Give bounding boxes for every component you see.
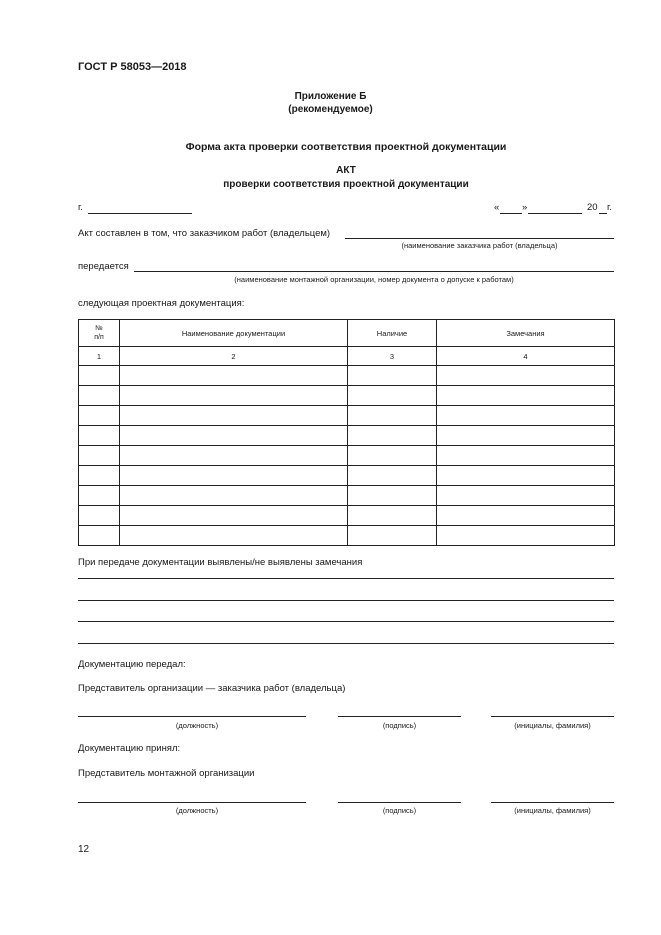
- initials-line: [491, 802, 614, 803]
- table-cell: [348, 526, 437, 546]
- table-cell: [120, 486, 348, 506]
- customer-field-line: [345, 238, 614, 239]
- column-number-cell: 3: [348, 347, 437, 366]
- table-cell: [120, 426, 348, 446]
- table-cell: [437, 366, 615, 386]
- header-cell-remarks: Замечания: [437, 320, 615, 347]
- table-row: [79, 486, 615, 506]
- table-row: [79, 386, 615, 406]
- table-cell: [120, 526, 348, 546]
- table-body: [79, 366, 615, 546]
- table-cell: [348, 366, 437, 386]
- table-cell: [437, 486, 615, 506]
- signature-line: [338, 716, 461, 717]
- table-cell: [79, 426, 120, 446]
- table-cell: [348, 406, 437, 426]
- appendix-title: Приложение Б: [294, 91, 367, 102]
- page-number: 12: [78, 844, 90, 855]
- city-field-line: [88, 213, 192, 214]
- position-caption: (должность): [175, 721, 219, 730]
- act-subheading: проверки соответствия проектной документации: [223, 179, 469, 190]
- column-number-cell: 1: [79, 347, 120, 366]
- table-cell: [79, 446, 120, 466]
- column-number-cell: 4: [437, 347, 615, 366]
- year-prefix: 20: [587, 202, 598, 213]
- table-cell: [120, 506, 348, 526]
- table-cell: [437, 386, 615, 406]
- year-suffix: г.: [607, 202, 612, 213]
- remarks-line: [78, 578, 614, 579]
- date-open-quote: «: [494, 202, 500, 213]
- table-cell: [437, 526, 615, 546]
- table-row: [79, 366, 615, 386]
- table-cell: [120, 386, 348, 406]
- table-cell: [348, 426, 437, 446]
- table-cell: [348, 386, 437, 406]
- remarks-line: [78, 621, 614, 622]
- month-field-line: [528, 213, 582, 214]
- header-cell-number: № п/п: [79, 320, 120, 347]
- position-line: [78, 802, 306, 803]
- table-row: [79, 526, 615, 546]
- table-row: [79, 446, 615, 466]
- table-cell: [120, 446, 348, 466]
- position-caption: (должность): [175, 806, 219, 815]
- initials-caption: (инициалы, фамилия): [514, 721, 591, 730]
- table-cell: [79, 386, 120, 406]
- date-close-quote: »: [522, 202, 528, 213]
- table-row: [79, 426, 615, 446]
- table-cell: [348, 506, 437, 526]
- initials-caption: (инициалы, фамилия): [514, 806, 591, 815]
- table-cell: [79, 406, 120, 426]
- form-title: Форма акта проверки соответствия проектной документации: [185, 141, 507, 153]
- remarks-line: [78, 600, 614, 601]
- passed-label: Документацию передал:: [78, 659, 186, 670]
- table-cell: [348, 466, 437, 486]
- day-field-line: [500, 213, 522, 214]
- table-cell: [348, 446, 437, 466]
- documentation-table: [78, 319, 615, 546]
- table-cell: [437, 466, 615, 486]
- table-row: [79, 406, 615, 426]
- appendix-subtitle: (рекомендуемое): [288, 104, 373, 115]
- table-row: [79, 506, 615, 526]
- table-cell: [79, 526, 120, 546]
- customer-caption: (наименование заказчика работ (владельца): [401, 241, 558, 250]
- initials-line: [491, 716, 614, 717]
- table-cell: [120, 466, 348, 486]
- table-cell: [120, 366, 348, 386]
- table-cell: [437, 426, 615, 446]
- table-cell: [79, 506, 120, 526]
- city-prefix: г.: [78, 202, 83, 213]
- table-cell: [437, 506, 615, 526]
- position-line: [78, 716, 306, 717]
- act-heading: АКТ: [336, 165, 356, 176]
- year-field-line: [599, 213, 607, 214]
- act-compiled-text: Акт составлен в том, что заказчиком работ (владельцем): [78, 228, 331, 239]
- signature-caption: (подпись): [382, 806, 417, 815]
- standard-number: ГОСТ Р 58053—2018: [78, 61, 187, 73]
- following-docs-text: следующая проектная документация:: [78, 298, 245, 309]
- accepted-representative: Представитель монтажной организации: [78, 768, 255, 779]
- table-cell: [79, 486, 120, 506]
- table-row: [79, 466, 615, 486]
- signature-line: [338, 802, 461, 803]
- remarks-label: При передаче документации выявлены/не выявлены замечания: [78, 557, 363, 568]
- header-cell-name: Наименование документации: [120, 320, 348, 347]
- header-cell-availability: Наличие: [348, 320, 437, 347]
- table-cell: [79, 366, 120, 386]
- table-cell: [79, 466, 120, 486]
- signature-caption: (подпись): [382, 721, 417, 730]
- table-cell: [348, 486, 437, 506]
- contractor-caption: (наименование монтажной организации, номер документа о допуске к работам): [234, 275, 514, 284]
- table-cell: [437, 446, 615, 466]
- remarks-line: [78, 643, 614, 644]
- accepted-label: Документацию принял:: [78, 743, 181, 754]
- passed-representative: Представитель организации — заказчика работ (владельца): [78, 683, 346, 694]
- contractor-field-line: [134, 271, 614, 272]
- column-number-cell: 2: [120, 347, 348, 366]
- table-cell: [120, 406, 348, 426]
- table-cell: [437, 406, 615, 426]
- transfers-text: передается: [78, 261, 129, 272]
